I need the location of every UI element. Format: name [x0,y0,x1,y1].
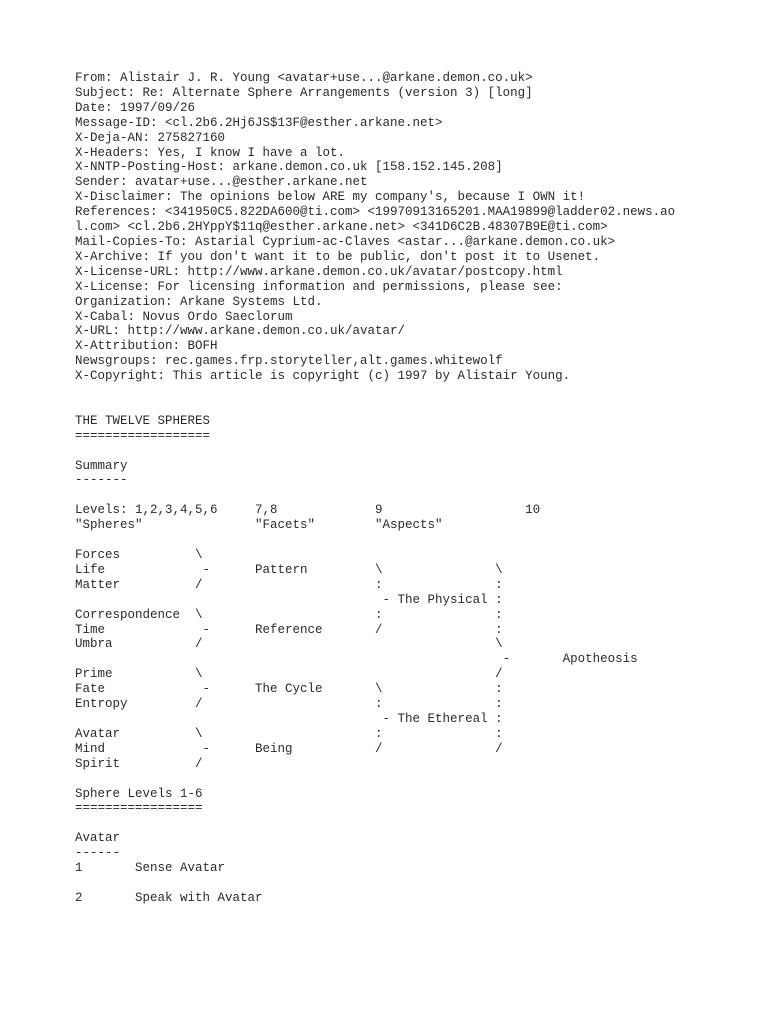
text-line: Sender: avatar+use...@esther.arkane.net [75,175,368,190]
text-line: Entropy / : : [75,697,503,712]
text-line: ------- [75,473,128,488]
text-line: X-Cabal: Novus Ordo Saeclorum [75,309,293,324]
text-line: Avatar [75,831,121,846]
text-line: Sphere Levels 1-6 [75,786,203,801]
text-line: From: Alistair J. R. Young <avatar+use...@arkane.demon.co.uk> [75,71,533,85]
text-line: ------ [75,846,121,861]
text-line: Umbra / \ [75,637,503,652]
text-line: Matter / : : [75,577,503,592]
text-line: X-Headers: Yes, I know I have a lot. [75,145,346,160]
text-line: Life - Pattern \ \ [75,562,503,577]
text-line: Summary [75,458,128,473]
text-line: Subject: Re: Alternate Sphere Arrangements (version 3) [long] [75,85,533,100]
text-line: Forces \ [75,548,203,562]
text-line: Correspondence \ : : [75,607,503,622]
text-line: Spirit / [75,756,203,771]
usenet-article [75,71,755,906]
text-line: References: <341950C5.822DA600@ti.com> <19970913165201.MAA19899@ladder02.news.ao [75,205,676,220]
text-line: 1 Sense Avatar [75,861,226,876]
text-line: l.com> <cl.2b6.2HYppY$11q@esther.arkane.net> <341D6C2B.48307B9E@ti.com> [75,220,608,235]
text-line: X-Deja-AN: 275827160 [75,130,226,145]
text-line: - The Ethereal : [75,711,503,726]
article-text [75,71,755,906]
text-line: ================== [75,428,211,443]
text-line: ================= [75,801,203,816]
text-line: Avatar \ : : [75,726,503,741]
text-line: Message-ID: <cl.2b6.2Hj6JS$13F@esther.arkane.net> [75,115,443,130]
text-line: Levels: 1,2,3,4,5,6 7,8 9 10 [75,503,541,518]
text-line: Mind - Being / / [75,741,503,756]
text-line: X-License-URL: http://www.arkane.demon.co.uk/avatar/postcopy.html [75,264,563,279]
text-line: Organization: Arkane Systems Ltd. [75,294,323,309]
text-line: X-Copyright: This article is copyright (c) 1997 by Alistair Young. [75,369,571,384]
text-line: Fate - The Cycle \ : [75,682,503,697]
text-line: - Apotheosis [75,652,638,667]
text-line: X-Archive: If you don't want it to be public, don't post it to Usenet. [75,249,601,264]
text-line: THE TWELVE SPHERES [75,413,211,428]
text-line: X-URL: http://www.arkane.demon.co.uk/avatar/ [75,324,406,339]
text-line: Prime \ / [75,667,503,682]
text-line: X-Attribution: BOFH [75,339,218,354]
text-line: - The Physical : [75,592,503,607]
text-line: "Spheres" "Facets" "Aspects" [75,518,443,533]
text-line: 2 Speak with Avatar [75,890,263,905]
text-line: Time - Reference / : [75,622,503,637]
text-line: X-Disclaimer: The opinions below ARE my company's, because I OWN it! [75,190,586,205]
text-line: X-License: For licensing information and permissions, please see: [75,279,563,294]
text-line: Date: 1997/09/26 [75,100,196,115]
text-line: Newsgroups: rec.games.frp.storyteller,alt.games.whitewolf [75,354,503,369]
text-line: Mail-Copies-To: Astarial Cyprium-ac-Claves <astar...@arkane.demon.co.uk> [75,234,616,249]
text-line: X-NNTP-Posting-Host: arkane.demon.co.uk [158.152.145.208] [75,160,503,175]
